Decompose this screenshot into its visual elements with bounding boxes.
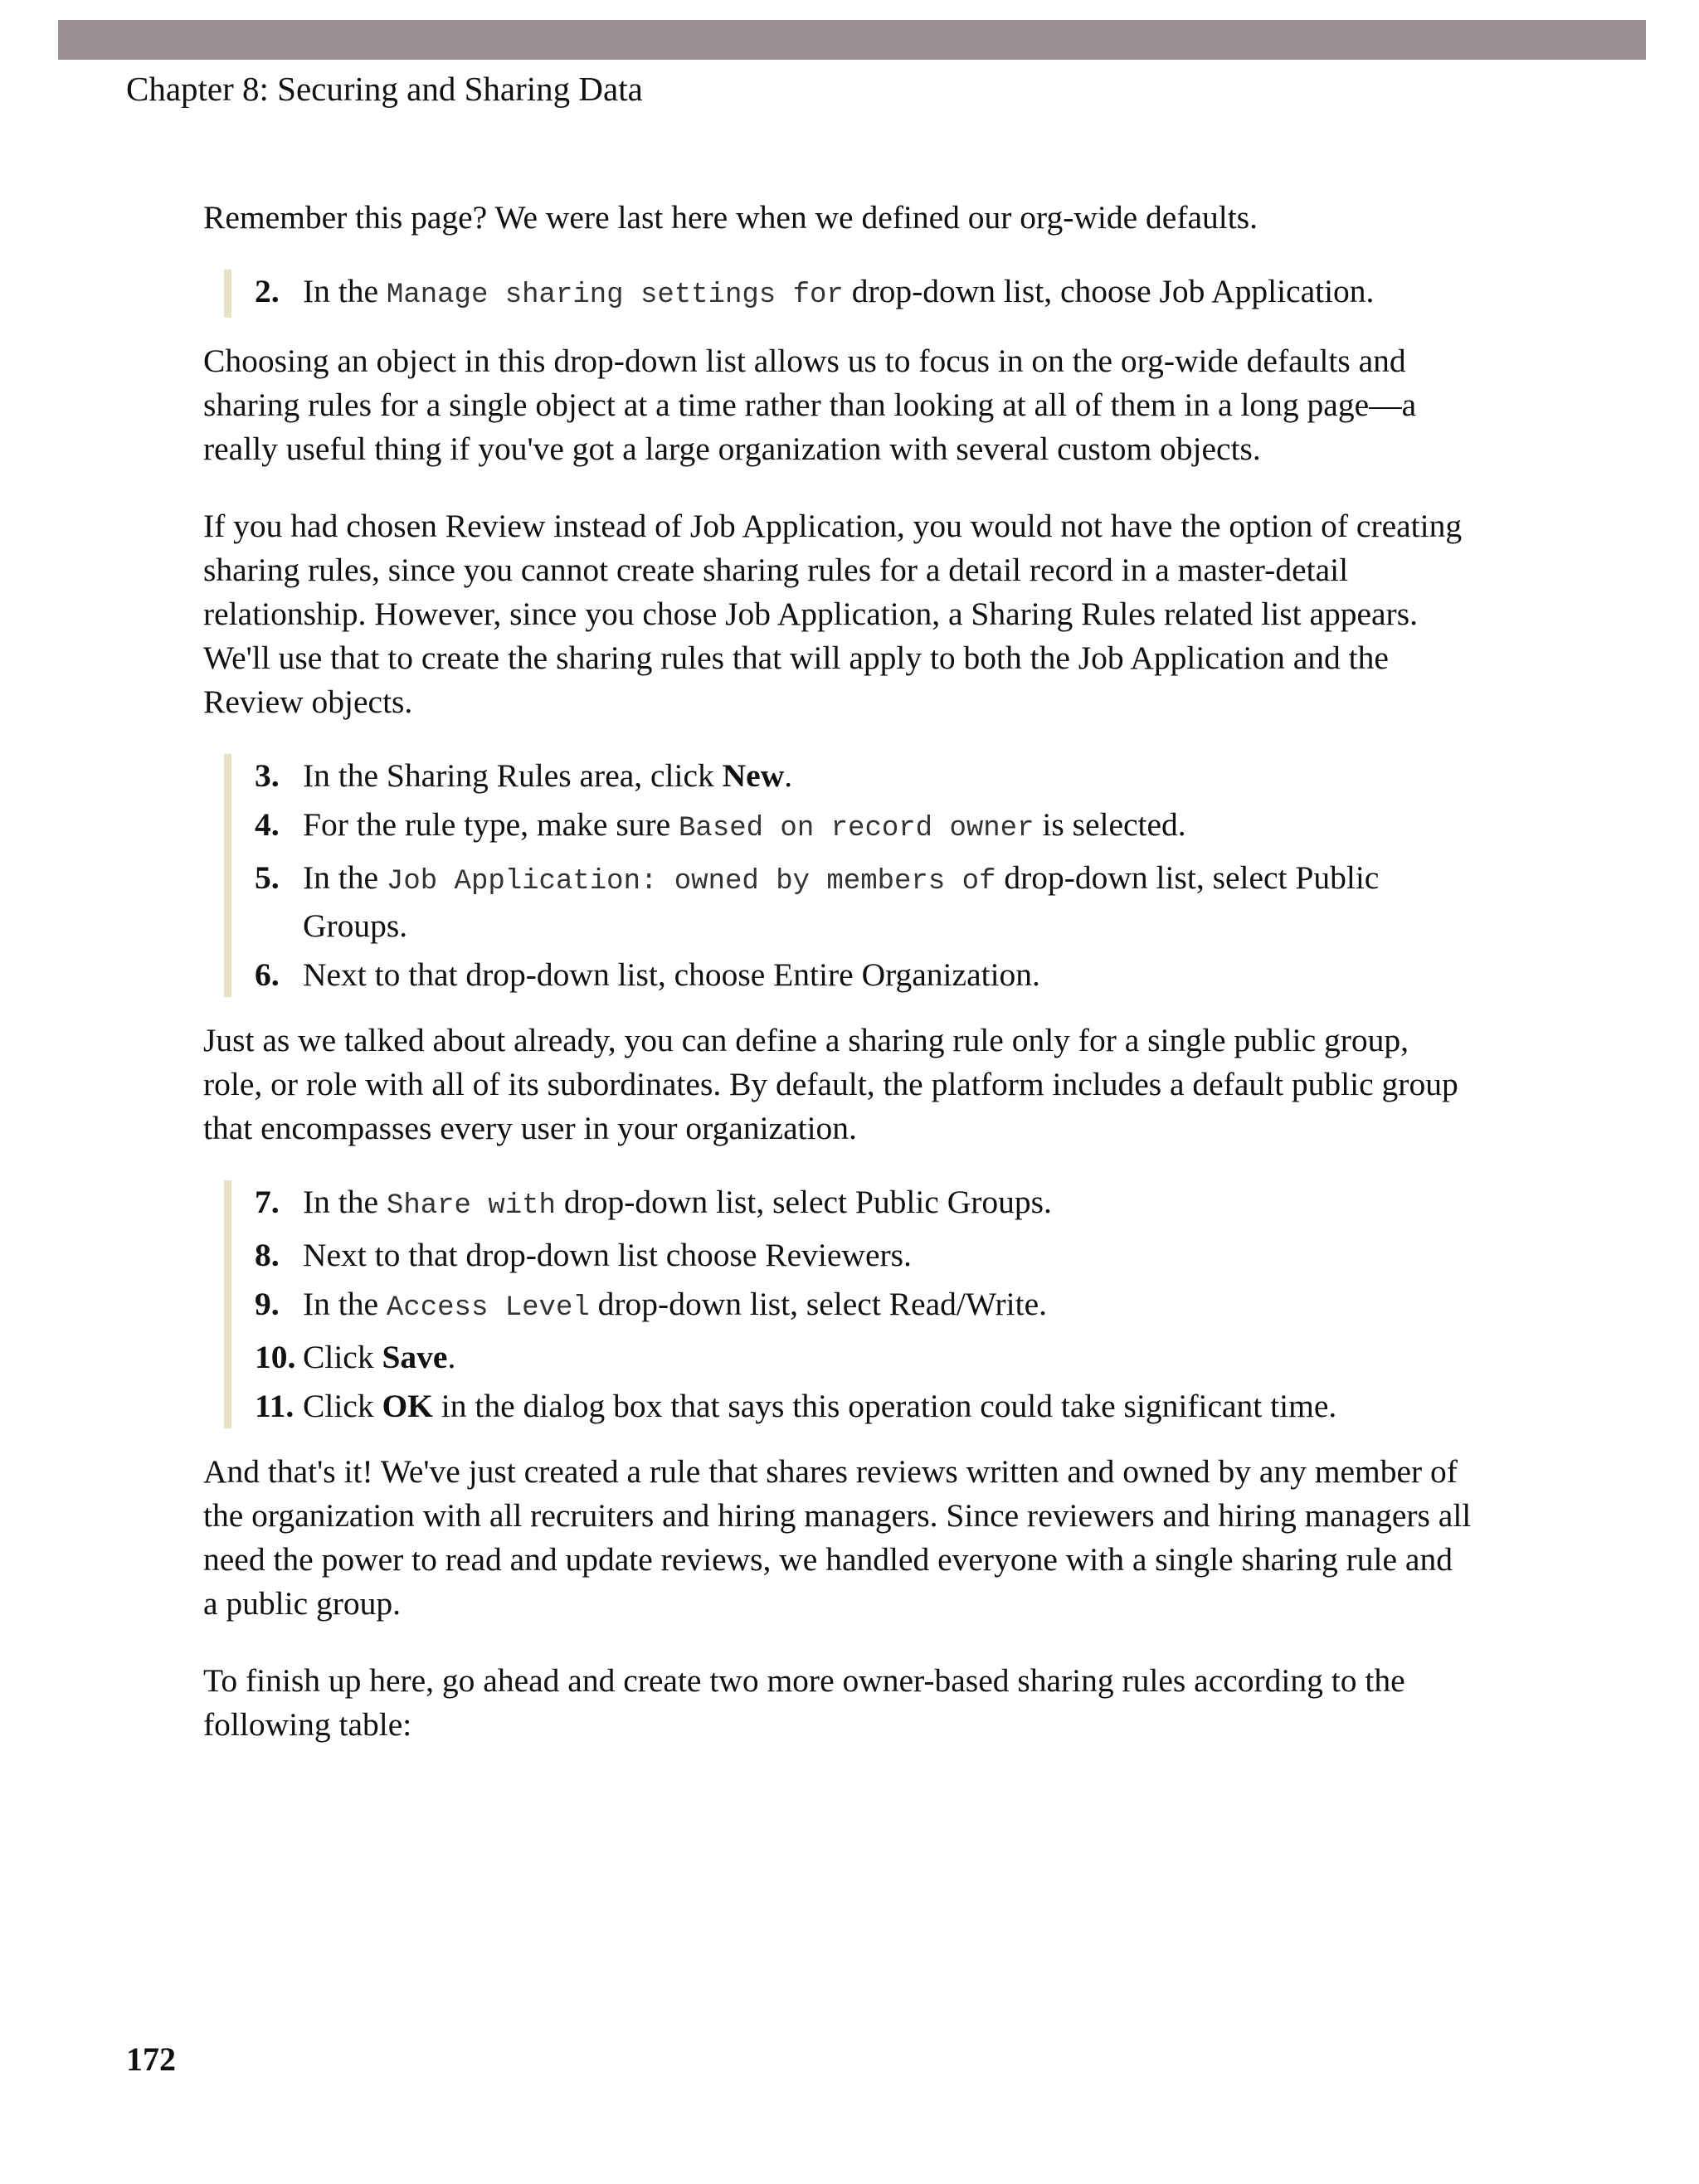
choosing-paragraph: Choosing an object in this drop-down list allows us to focus in on the org-wide defaults and sharing rules for a single object at a time rather than looking at all of them in a long page—a really useful thing if you've got a large organization with several custom objects. [203, 343, 1417, 467]
just-as-paragraph: Just as we talked about already, you can define a sharing rule only for a single public group, role, or role with all of its subordinates. By default, the platform includes a default public group that encompasses every user in your organization. [203, 1022, 1458, 1146]
step-text: In the Job Application: owned by members of drop-down list, select Public Groups. [303, 859, 1380, 944]
step-text: In the Share with drop-down list, select Public Groups. [303, 1184, 1052, 1222]
step-number: 6. [255, 956, 280, 993]
step-group-3 [224, 1180, 1473, 1428]
step-number: 10. [255, 1339, 296, 1375]
intro-paragraph: Remember this page? We were last here when we defined our org-wide defaults. [203, 199, 1258, 236]
step-10 [255, 1335, 1473, 1379]
step-3 [255, 754, 1473, 798]
step-number: 4. [255, 806, 280, 843]
step-text: Click Save. [303, 1339, 456, 1375]
step-number: 8. [255, 1237, 280, 1273]
step-text: In the Manage sharing settings for drop-down list, choose Job Application. [303, 273, 1375, 311]
code-text: Share with [386, 1190, 556, 1222]
ui-label: OK [382, 1388, 433, 1424]
code-text: Based on record owner [679, 813, 1034, 844]
thats-it-paragraph: And that's it! We've just created a rule that shares reviews written and owned by any member of the organization with all recruiters and hiring managers. Since reviewers and hiring managers all need the power to read and update reviews, we handled everyone with a single sharing rule and a public group. [203, 1453, 1472, 1622]
review-paragraph: If you had chosen Review instead of Job Application, you would not have the option of creating sharing rules, since you cannot create sharing rules for a detail record in a master-detail relationship. However, since you chose Job Application, a Sharing Rules related list appears. We'll use that to create the sharing rules that will apply to both the Job Application and the Review objects. [203, 508, 1463, 720]
ui-label: Save [382, 1339, 448, 1375]
code-text: Manage sharing settings for [386, 280, 844, 311]
step-11 [255, 1384, 1473, 1428]
step-2 [255, 270, 1473, 318]
step-number: 2. [255, 273, 280, 309]
page-content [203, 196, 1473, 1747]
step-9 [255, 1282, 1473, 1330]
header-bar [58, 20, 1646, 60]
step-4 [255, 803, 1473, 851]
step-text: In the Access Level drop-down list, select Read/Write. [303, 1286, 1048, 1324]
step-number: 9. [255, 1286, 280, 1322]
step-number: 5. [255, 859, 280, 896]
step-number: 7. [255, 1184, 280, 1220]
step-5 [255, 856, 1473, 948]
step-group-1 [224, 270, 1473, 318]
step-number: 3. [255, 757, 280, 794]
page-number: 172 [126, 2041, 176, 2078]
code-text: Job Application: owned by members of [386, 866, 996, 897]
step-8 [255, 1233, 1473, 1277]
running-head: Chapter 8: Securing and Sharing Data [126, 70, 643, 108]
step-6 [255, 953, 1473, 997]
code-text: Access Level [386, 1292, 590, 1324]
step-number: 11. [255, 1388, 295, 1424]
step-text: In the Sharing Rules area, click New. [303, 757, 793, 794]
finish-paragraph: To finish up here, go ahead and create two more owner-based sharing rules according to the following table: [203, 1662, 1405, 1743]
step-text: Next to that drop-down list, choose Entire Organization. [303, 956, 1040, 993]
step-text: Next to that drop-down list choose Reviewers. [303, 1237, 912, 1273]
step-text: Click OK in the dialog box that says this operation could take significant time. [303, 1388, 1337, 1424]
ui-label: New [722, 757, 785, 794]
step-group-2 [224, 754, 1473, 997]
step-text: For the rule type, make sure Based on record owner is selected. [303, 806, 1186, 844]
step-7 [255, 1180, 1473, 1228]
